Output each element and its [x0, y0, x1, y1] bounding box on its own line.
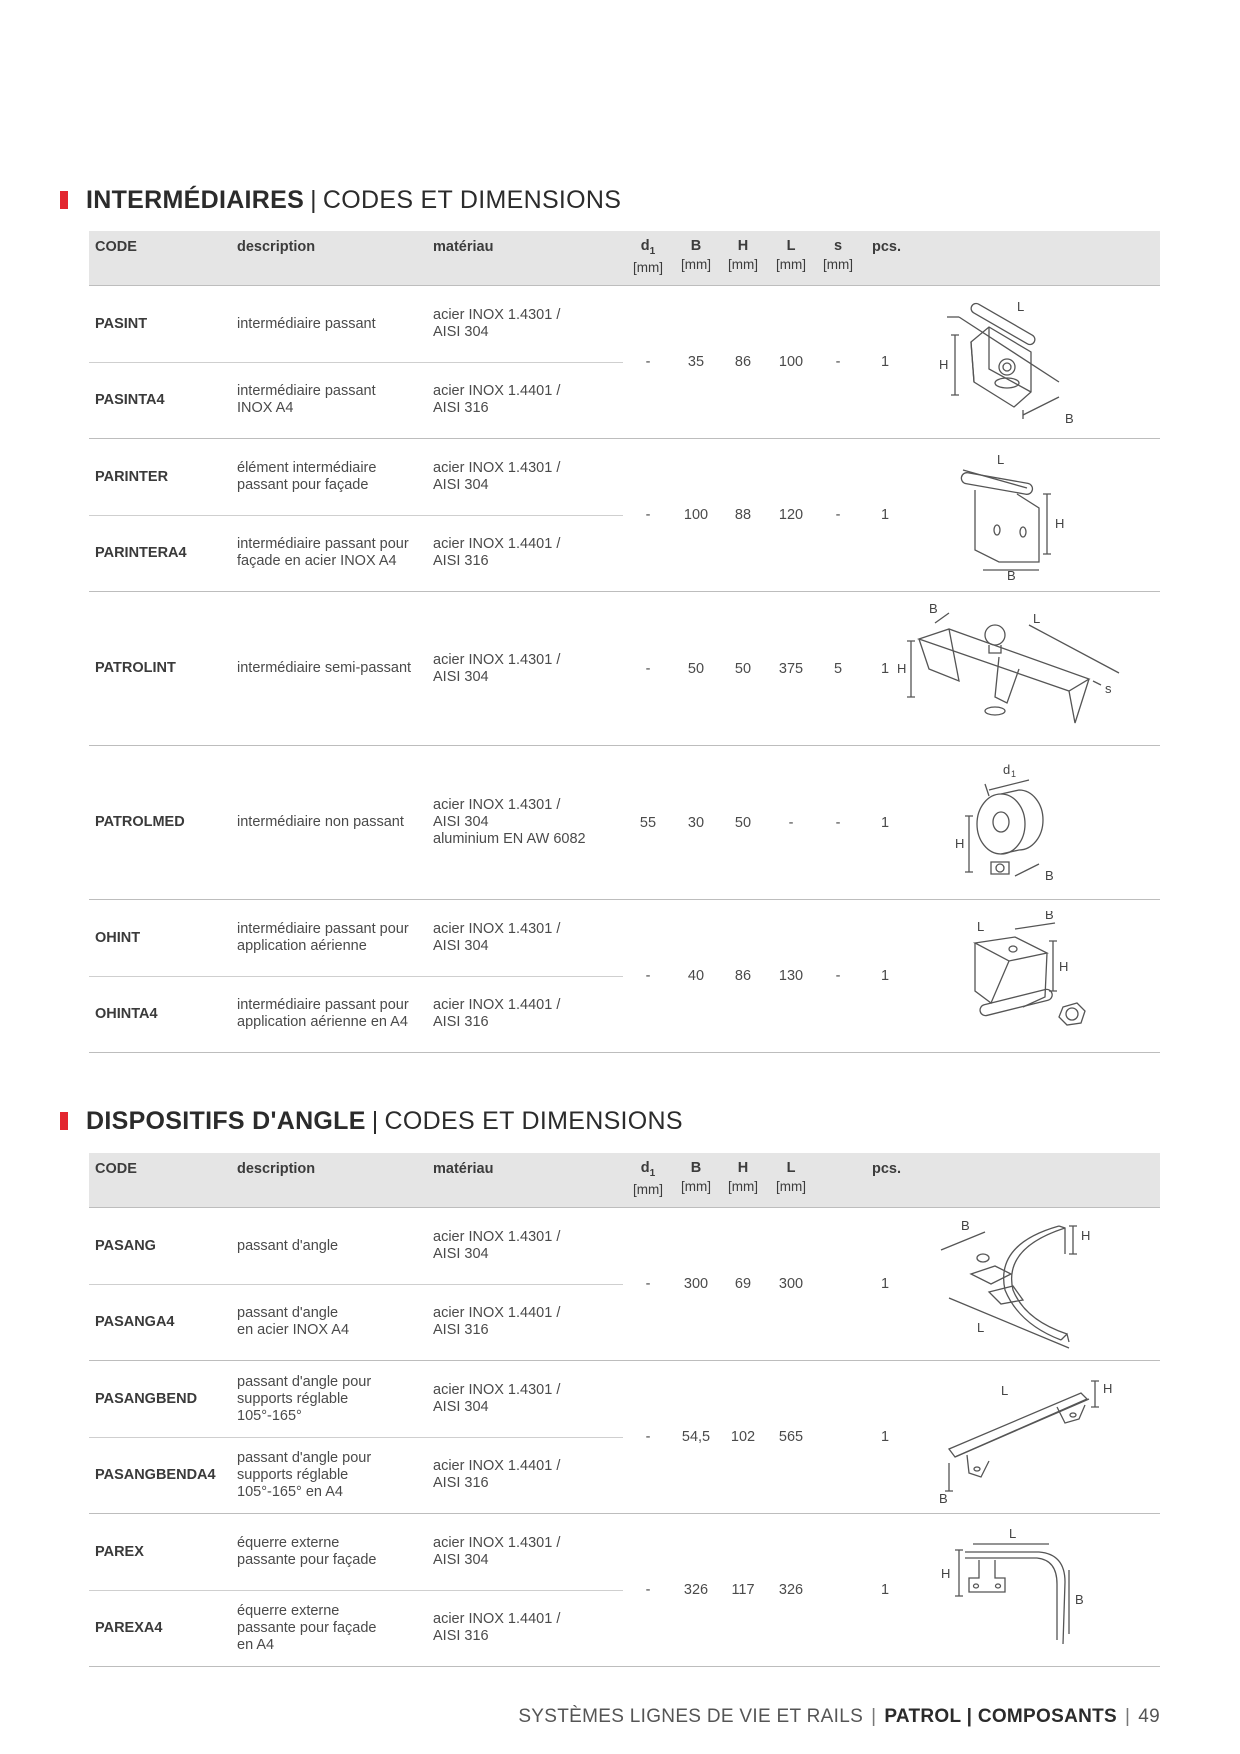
value-b: 50: [687, 660, 705, 677]
footer-catalog-title: SYSTÈMES LIGNES DE VIE ET RAILS: [518, 1706, 864, 1727]
value-d1: -: [645, 1276, 651, 1292]
svg-text:H: H: [897, 660, 907, 676]
product-material: acier INOX 1.4301 / AISI 304 aluminium EN AW 6082: [433, 797, 586, 847]
product-description: passant d'angle: [237, 1237, 339, 1254]
product-material: acier INOX 1.4301 / AISI 304: [433, 1535, 561, 1568]
svg-text:H: H: [941, 1566, 951, 1581]
svg-text:B: B: [1075, 1592, 1084, 1607]
value-d1: -: [645, 1429, 651, 1445]
value-l: 375: [778, 660, 804, 677]
product-material: acier INOX 1.4301 / AISI 304: [433, 921, 561, 954]
facade-intermediate-bracket-icon: [919, 450, 1119, 580]
product-code: PASANGBENDA4: [95, 1466, 216, 1483]
svg-text:H: H: [955, 835, 965, 851]
product-code: PAREXA4: [95, 1619, 163, 1636]
value-s: -: [835, 968, 841, 984]
value-h: 88: [734, 507, 752, 523]
product-material: acier INOX 1.4401 / AISI 316: [433, 383, 561, 416]
svg-text:L: L: [1001, 1383, 1009, 1398]
product-description: équerre externe passante pour façade: [237, 1535, 377, 1568]
value-pcs: 1: [880, 1429, 890, 1445]
section-title-rest: CODES ET DIMENSIONS: [322, 185, 622, 214]
value-h: 69: [734, 1276, 752, 1292]
title-separator: |: [371, 1106, 379, 1135]
svg-text:L: L: [1009, 1526, 1017, 1541]
svg-text:B: B: [961, 1218, 970, 1233]
product-material: acier INOX 1.4301 / AISI 304: [433, 460, 561, 493]
svg-text:d: d: [1003, 761, 1011, 777]
product-description: passant d'angle pour supports réglable 105°-165°: [237, 1373, 372, 1424]
value-h: 86: [734, 968, 752, 984]
value-s: -: [835, 354, 841, 370]
header-material: matériau: [433, 1161, 494, 1177]
value-d1: -: [645, 507, 651, 523]
svg-text:B: B: [1007, 568, 1016, 580]
value-pcs: 1: [880, 1582, 890, 1598]
value-s: -: [835, 814, 841, 831]
product-description: intermédiaire passant pour application aérienne: [237, 921, 409, 954]
product-code: PATROLINT: [95, 660, 176, 676]
product-group: [89, 900, 1160, 1053]
product-code: PASANGBEND: [95, 1390, 198, 1407]
table-header: [89, 231, 1160, 286]
corner-passing-icon: [919, 1214, 1119, 1354]
value-pcs: 1: [880, 660, 890, 677]
svg-text:1: 1: [1011, 768, 1017, 779]
product-group: [89, 1514, 1160, 1667]
product-group: [89, 439, 1160, 592]
page-footer: SYSTÈMES LIGNES DE VIE ET RAILS | PATROL | COMPOSANTS | 49: [518, 1706, 1160, 1727]
header-pcs: pcs.: [872, 239, 902, 255]
header-b: B [mm]: [681, 1160, 711, 1194]
header-d1: $d_1$ [mm]: [633, 238, 663, 275]
product-code: PARINTERA4: [95, 544, 187, 561]
svg-text:B: B: [1065, 411, 1074, 426]
value-b: 35: [687, 354, 705, 370]
value-l: 565: [778, 1429, 804, 1445]
value-pcs: 1: [880, 968, 890, 984]
product-material: acier INOX 1.4301 / AISI 304: [433, 1229, 561, 1262]
svg-text:H: H: [1059, 959, 1069, 974]
section-marker: [60, 1112, 68, 1130]
value-d1: -: [645, 968, 651, 984]
non-passing-roller-icon: [919, 758, 1119, 888]
value-b: 300: [683, 1276, 709, 1292]
value-h: 50: [734, 814, 752, 831]
product-description: intermédiaire passant pour façade en acier INOX A4: [237, 536, 409, 569]
value-l: 326: [778, 1582, 804, 1598]
intermediate-passing-bracket-icon: [919, 297, 1119, 427]
value-b: 326: [683, 1582, 709, 1598]
svg-text:L: L: [1033, 610, 1041, 626]
product-description: passant d'angle en acier INOX A4: [237, 1305, 350, 1338]
header-pcs: pcs.: [872, 1161, 902, 1177]
header-material: matériau: [433, 239, 494, 255]
section-marker: [60, 191, 68, 209]
product-code: PAREX: [95, 1543, 144, 1560]
product-description: élément intermédiaire passant pour façade: [237, 460, 377, 493]
section-title-bold: DISPOSITIFS D'ANGLE: [86, 1106, 366, 1135]
value-l: -: [788, 814, 794, 831]
svg-text:H: H: [939, 357, 949, 372]
product-material: acier INOX 1.4401 / AISI 316: [433, 997, 561, 1030]
value-l: 300: [778, 1276, 804, 1292]
value-d1: -: [645, 660, 651, 677]
value-pcs: 1: [880, 354, 890, 370]
svg-text:L: L: [997, 452, 1005, 467]
product-description: équerre externe passante pour façade en A4: [237, 1602, 377, 1653]
value-s: -: [835, 507, 841, 523]
value-h: 117: [731, 1582, 755, 1598]
section-title-intermediaires: [60, 185, 621, 215]
value-h: 86: [734, 354, 752, 370]
value-d1: 55: [639, 814, 657, 831]
svg-text:L: L: [977, 1320, 985, 1335]
product-group: [89, 1361, 1160, 1514]
product-code: PARINTER: [95, 468, 169, 485]
value-b: 40: [687, 968, 705, 984]
header-l: L [mm]: [776, 1160, 806, 1194]
svg-text:B: B: [929, 600, 938, 616]
table-header: [89, 1153, 1160, 1208]
product-code: PASINT: [95, 315, 148, 332]
svg-text:L: L: [1017, 299, 1025, 314]
value-d1: -: [645, 1582, 651, 1598]
product-description: intermédiaire non passant: [237, 814, 404, 830]
svg-text:B: B: [1045, 867, 1054, 883]
product-code: PASINTA4: [95, 391, 165, 408]
value-l: 120: [778, 507, 804, 523]
value-b: 54,5: [681, 1429, 711, 1445]
table-intermediaires: [89, 231, 1160, 1053]
overhead-intermediate-bracket-icon: [919, 911, 1119, 1041]
table-dispositifs-angle: [89, 1153, 1160, 1667]
header-h: H [mm]: [728, 1160, 758, 1194]
header-s: s [mm]: [823, 238, 853, 272]
product-code: PASANGA4: [95, 1313, 175, 1330]
header-code: CODE: [95, 1161, 137, 1177]
page-number: 49: [1138, 1706, 1160, 1727]
external-corner-bracket-icon: [919, 1520, 1119, 1660]
svg-text:L: L: [977, 919, 985, 934]
product-material: acier INOX 1.4401 / AISI 316: [433, 1611, 561, 1644]
svg-text:s: s: [1105, 680, 1112, 696]
section-title-bold: INTERMÉDIAIRES: [86, 185, 305, 214]
product-material: acier INOX 1.4401 / AISI 316: [433, 536, 561, 569]
section-title-dispositifs-angle: [60, 1106, 683, 1136]
svg-text:H: H: [1081, 1228, 1091, 1243]
header-l: L [mm]: [776, 238, 806, 272]
product-group: [89, 746, 1160, 900]
value-l: 100: [778, 354, 804, 370]
value-h: 102: [730, 1429, 756, 1445]
header-code: CODE: [95, 239, 137, 255]
value-d1: -: [645, 354, 651, 370]
semi-passing-rail-icon: [889, 599, 1129, 739]
header-description: description: [237, 239, 316, 255]
svg-text:H: H: [1103, 1381, 1113, 1396]
product-code: OHINTA4: [95, 1005, 158, 1022]
footer-brand: PATROL | COMPOSANTS: [884, 1706, 1118, 1727]
product-material: acier INOX 1.4301 / AISI 304: [433, 651, 561, 685]
value-s: 5: [833, 660, 843, 677]
value-l: 130: [778, 968, 804, 984]
value-b: 100: [683, 507, 709, 523]
value-pcs: 1: [880, 1276, 890, 1292]
adjustable-corner-bend-icon: [919, 1367, 1119, 1507]
product-material: acier INOX 1.4401 / AISI 316: [433, 1458, 561, 1491]
product-material: acier INOX 1.4301 / AISI 304: [433, 307, 561, 340]
value-pcs: 1: [880, 814, 890, 831]
product-code: PATROLMED: [95, 814, 185, 830]
header-h: H [mm]: [728, 238, 758, 272]
product-description: intermédiaire passant INOX A4: [237, 383, 376, 416]
value-pcs: 1: [880, 507, 890, 523]
product-code: OHINT: [95, 929, 141, 946]
header-description: description: [237, 1161, 316, 1177]
section-title-rest: CODES ET DIMENSIONS: [384, 1106, 683, 1135]
product-material: acier INOX 1.4301 / AISI 304: [433, 1382, 561, 1415]
product-material: acier INOX 1.4401 / AISI 316: [433, 1305, 561, 1338]
product-description: intermédiaire passant: [237, 315, 376, 332]
header-b: B [mm]: [681, 238, 711, 272]
title-separator: |: [310, 185, 317, 214]
product-group: [89, 1208, 1160, 1361]
value-b: 30: [687, 814, 705, 831]
svg-text:H: H: [1055, 516, 1065, 531]
header-d1: $d_1$ [mm]: [633, 1160, 663, 1197]
svg-text:B: B: [1045, 911, 1054, 922]
svg-text:B: B: [939, 1491, 948, 1506]
product-group: [89, 592, 1160, 746]
product-description: intermédiaire passant pour application aérienne en A4: [237, 997, 409, 1030]
product-group: [89, 286, 1160, 439]
product-description: passant d'angle pour supports réglable 105°-165° en A4: [237, 1449, 372, 1500]
product-code: PASANG: [95, 1237, 156, 1254]
product-description: intermédiaire semi-passant: [237, 660, 412, 676]
value-h: 50: [734, 660, 752, 677]
